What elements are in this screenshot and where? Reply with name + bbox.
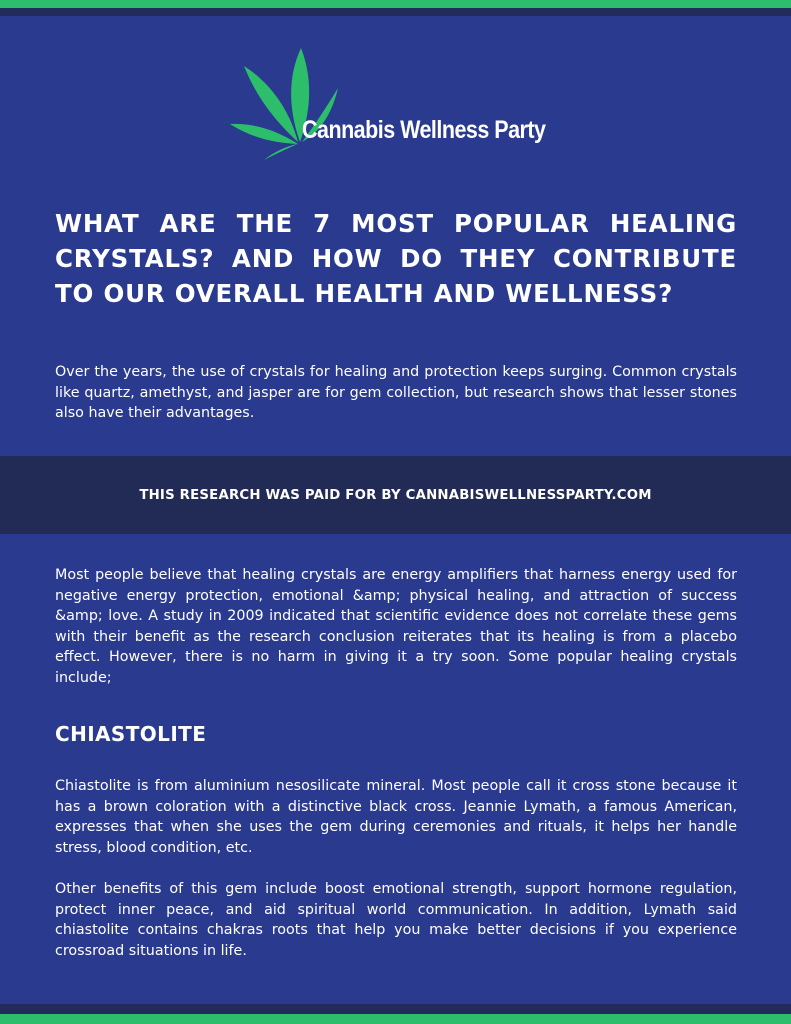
top-accent-stripe [0, 0, 791, 8]
section-heading: CHIASTOLITE [55, 722, 207, 746]
sponsor-banner-text: THIS RESEARCH WAS PAID FOR BY CANNABISWELLNESSPARTY.COM [139, 487, 652, 503]
page-title: WHAT ARE THE 7 MOST POPULAR HEALING CRYSTALS? AND HOW DO THEY CONTRIBUTE TO OUR OVERALL HEALTH AND WELLNESS? [55, 209, 737, 308]
brand-name: Cannabis Wellness Party [302, 116, 546, 144]
body-paragraph: Most people believe that healing crystals are energy amplifiers that harness energy used for negative energy protection, emotional &amp; physical healing, and attraction of success &amp; love. A study in 2009 indicated that scientific evidence does not correlate these gems with their benefit as the research conclusion reiterates that its healing is from a placebo effect. However, there is no harm in giving it a try soon. Some popular healing crystals include; [55, 567, 737, 686]
sponsor-banner [0, 456, 791, 534]
brand-logo [228, 46, 568, 162]
section-paragraph-1: Chiastolite is from aluminium nesosilicate mineral. Most people call it cross stone because it has a brown coloration with a distinctive black cross. Jeannie Lymath, a famous American, expresses that when she uses the gem during ceremonies and rituals, it helps her handle stress, blood condition, etc. [55, 778, 737, 856]
top-dark-stripe [0, 8, 791, 16]
bottom-dark-stripe [0, 1004, 791, 1014]
section-paragraph-2: Other benefits of this gem include boost emotional strength, support hormone regulation, protect inner peace, and aid spiritual world communication. In addition, Lymath said chiastolite contains chakras roots that help you make better decisions if you experience crossroad situations in life. [55, 881, 737, 959]
intro-paragraph: Over the years, the use of crystals for healing and protection keeps surging. Common crystals like quartz, amethyst, and jasper are for gem collection, but research shows that lesser stones also have their advantages. [55, 364, 737, 421]
bottom-accent-stripe [0, 1014, 791, 1024]
